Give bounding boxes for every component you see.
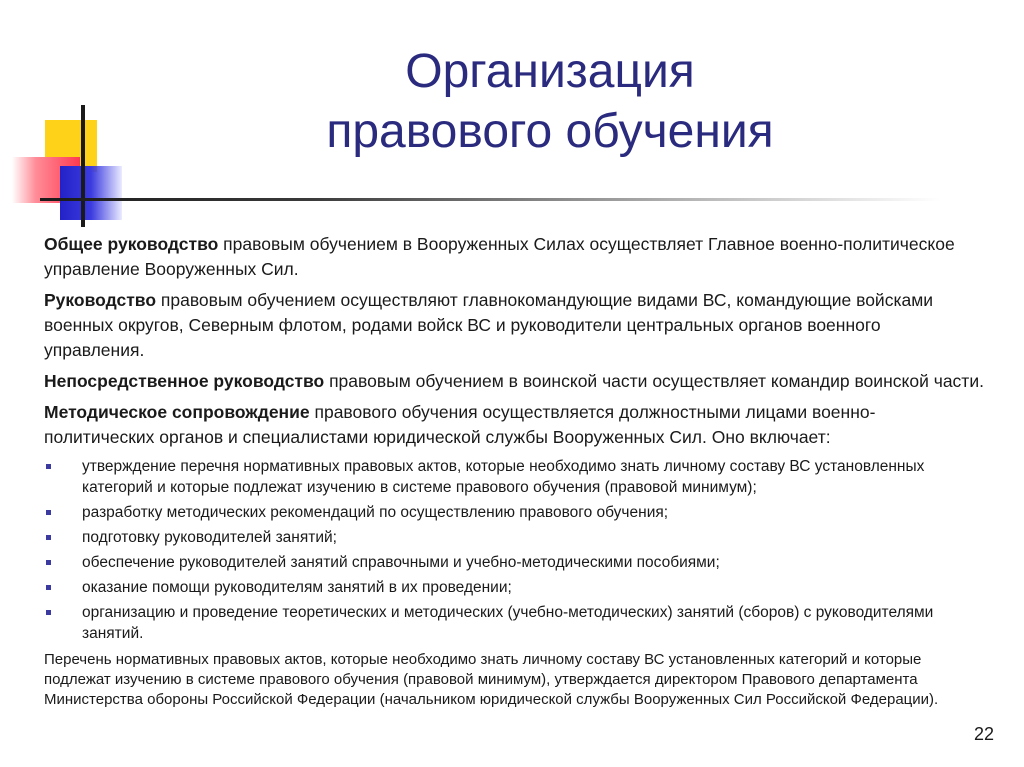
list-item	[44, 502, 984, 523]
paragraph-text: правовым обучением осуществляют главнокомандующие видами ВС, командующие войсками военных округов, Северным флотом, родами войск ВС и руководители центральных органов военного управления.	[44, 290, 934, 360]
paragraph-leadership	[44, 288, 984, 363]
paragraph-text: правовым обучением в воинской части осуществляет командир воинской части.	[324, 371, 984, 391]
title-line-2: правового обучения	[326, 105, 774, 158]
title-underline-divider	[40, 198, 940, 201]
paragraph-methodical-support	[44, 400, 984, 450]
list-item-text: разработку методических рекомендаций по осуществлению правового обучения;	[82, 504, 669, 521]
list-item-text: обеспечение руководителей занятий справочными и учебно-методическими пособиями;	[82, 554, 720, 571]
page-number: 22	[973, 724, 994, 744]
square-bullet-icon	[46, 610, 51, 615]
final-paragraph: Перечень нормативных правовых актов, которые необходимо знать личному составу ВС установленных категорий и которые подлежат изучению в системе правового обучения (правовой минимум), утверждается директором Правового департамента Министерства обороны Российской Федерации (начальником юридической службы Вооруженных Сил Российской Федерации).	[44, 651, 939, 708]
list-item	[44, 577, 984, 598]
paragraph-text: правового обучения осуществляется должностными лицами военно-политических органов и специалистами юридической службы Вооруженных Сил. Оно включает:	[44, 402, 876, 447]
paragraph-term: Руководство	[44, 290, 157, 310]
square-bullet-icon	[46, 560, 51, 565]
slide-content	[44, 232, 984, 710]
list-item-text: оказание помощи руководителям занятий в их проведении;	[82, 579, 512, 596]
title-line-1: Организация	[405, 45, 695, 98]
list-item	[44, 527, 984, 548]
list-item	[44, 552, 984, 573]
list-item-text: подготовку руководителей занятий;	[82, 529, 337, 546]
square-bullet-icon	[46, 464, 51, 469]
list-item-text: утверждение перечня нормативных правовых актов, которые необходимо знать личному составу ВС установленных категорий и которые подлежат изучению в системе правового обучения (правовой минимум);	[82, 458, 925, 496]
list-item-text: организацию и проведение теоретических и методических (учебно-методических) занятий (сборов) с руководителями занятий.	[82, 604, 934, 642]
methodical-support-list	[44, 456, 984, 644]
paragraph-direct-leadership	[44, 369, 984, 394]
square-bullet-icon	[46, 510, 51, 515]
paragraph-term: Общее руководство	[44, 234, 219, 254]
list-item	[44, 602, 984, 644]
paragraph-term: Непосредственное руководство	[44, 371, 325, 391]
list-item	[44, 456, 984, 498]
paragraph-general-leadership	[44, 232, 984, 282]
paragraph-text: правовым обучением в Вооруженных Силах осуществляет Главное военно-политическое управление Вооруженных Сил.	[44, 234, 955, 279]
vertical-line-decoration	[81, 105, 85, 227]
square-bullet-icon	[46, 535, 51, 540]
blue-square-decoration	[60, 166, 122, 220]
paragraph-term: Методическое сопровождение	[44, 402, 310, 422]
square-bullet-icon	[46, 585, 51, 590]
slide-title	[240, 42, 860, 162]
